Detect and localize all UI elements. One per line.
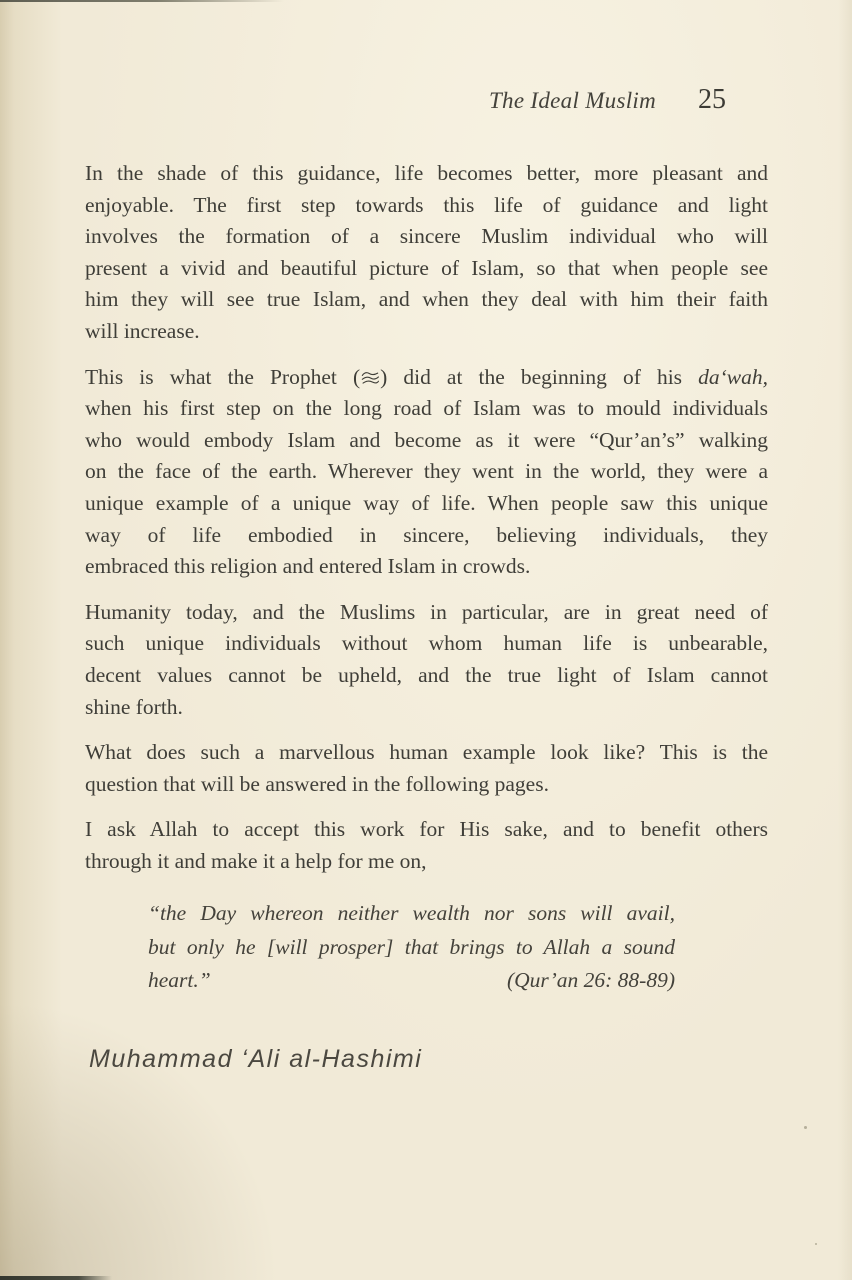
paper-speck [815,1243,817,1245]
text-line: enjoyable. The first step towards this life of guidance and light [85,192,768,217]
quran-quote [148,897,675,998]
text-line: embraced this religion and entered Islam in crowds. [85,554,531,579]
text-line: him they will see true Islam, and when they deal with him their faith [85,287,768,312]
body-paragraphs [85,158,768,877]
text-line: decent values cannot be upheld, and the true light of Islam cannot [85,662,768,687]
text-line: What does such a marvellous human example look like? This is the [85,740,768,765]
paragraph [85,737,768,800]
scan-edge-artifact-top [0,0,284,2]
text-line: Humanity today, and the Muslims in particular, are in great need of [85,599,768,624]
quote-end-text: heart.” [148,968,211,993]
text-line: such unique individuals without whom human life is unbearable, [85,631,768,656]
text-line: I ask Allah to accept this work for His sake, and to benefit others [85,817,768,842]
paragraph [85,158,768,348]
running-header [0,84,726,116]
paragraph [85,814,768,877]
page-body [85,158,768,1074]
text-line: when his first step on the long road of Islam was to mould individuals [85,396,768,421]
quote-reference: (Qur’an 26: 88-89) [507,968,675,993]
quote-last-row [148,964,675,998]
text-line: on the face of the earth. Wherever they went in the world, they were a [85,459,768,484]
text-line: who would embody Islam and become as it were “Qur’an’s” walking [85,427,768,452]
text-line: through it and make it a help for me on, [85,848,427,873]
paragraph [85,597,768,723]
quote-lines [148,897,675,964]
text-line: In the shade of this guidance, life becomes better, more pleasant and [85,161,768,185]
paragraph [85,362,768,583]
text-line: This is what the Prophet ( ) did at the beginning of his da‘wah, [85,364,768,389]
text-line: “the Day whereon neither wealth nor sons will avail, [148,901,675,926]
text-line: shine forth. [85,694,183,719]
text-line: but only he [will prosper] that brings to Allah a sound [148,934,675,959]
text-line: involves the formation of a sincere Muslim individual who will [85,224,768,249]
prophet-pbuh-calligraphy-icon [360,370,380,387]
running-header-title: The Ideal Muslim [488,88,656,113]
text-line: unique example of a unique way of life. When people saw this unique [85,490,768,515]
text-line: way of life embodied in sincere, believing individuals, they [85,522,768,547]
author-signature: Muhammad ‘Ali al-Hashimi [89,1044,423,1073]
paper-speck [804,1126,807,1129]
text-line: present a vivid and beautiful picture of Islam, so that when people see [85,255,768,280]
text-line: question that will be answered in the following pages. [85,771,549,796]
text-line: will increase. [85,318,200,343]
page-number: 25 [698,84,726,115]
scan-edge-artifact-bottom [0,1276,112,1280]
